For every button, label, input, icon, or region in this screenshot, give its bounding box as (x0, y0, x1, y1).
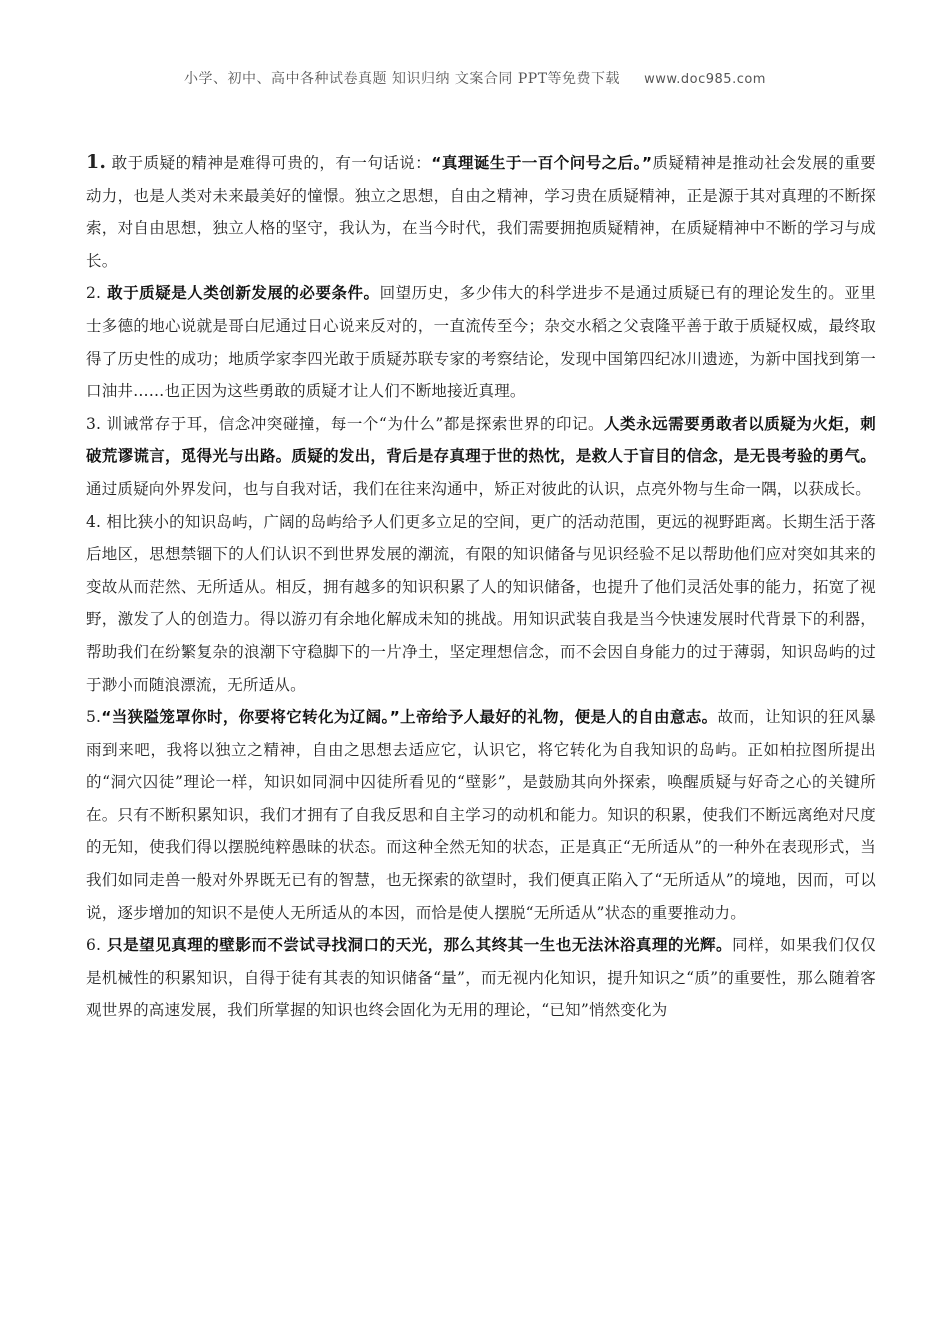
paragraph-emphasis: “真理诞生于一百个问号之后。” (431, 154, 653, 172)
paragraph-text: 敢于质疑的精神是难得可贵的，有一句话说： (106, 154, 432, 172)
paragraph-number: 2. (86, 284, 102, 303)
paragraph-number: 3. (86, 414, 102, 433)
paragraph-text: 通过质疑向外界发问，也与自我对话，我们在往来沟通中，矫正对彼此的认识，点亮外物与生命一隅，以获成长。 (86, 479, 872, 498)
paragraph-emphasis: 敢于质疑是人类创新发展的必要条件。 (101, 284, 380, 303)
article-body (86, 146, 876, 1027)
paragraph-text: 回望历史，多少伟大的科学进步不是通过质疑已有的理论发生的。亚里士多德的地心说就是哥白尼通过日心说来反对的，一直流传至今；杂交水稻之父袁隆平善于敢于质疑权威，最终取得了历史性的成功；地质学家李四光敢于质疑苏联专家的考察结论，发现中国第四纪冰川遗迹，为新中国找到第一口油井……也正因为这些勇敢的质疑才让人们不断地接近真理。 (86, 284, 877, 401)
paragraph-emphasis: “当狭隘笼罩你时，你要将它转化为辽阔。”上帝给予人最好的礼物，便是人的自由意志。 (101, 708, 718, 727)
paragraph-text: 故而，让知识的狂风暴雨到来吧，我将以独立之精神，自由之思想去适应它，认识它，将它转化为自我知识的岛屿。正如柏拉图所提出的“洞穴囚徒”理论一样，知识如同洞中囚徒所看见的“壁影”，是鼓励其向外探索，唤醒质疑与好奇之心的关键所在。只有不断积累知识，我们才拥有了自我反思和自主学习的动机和能力。知识的积累，使我们不断远离绝对尺度的无知，使我们得以摆脱纯粹愚昧的状态。而这种全然无知的状态，正是真正“无所适从”的一种外在表现形式，当我们如同走兽一般对外界既无已有的智慧，也无探索的欲望时，我们便真正陷入了“无所适从”的境地，因而，可以说，逐步增加的知识不是使人无所适从的本因，而恰是使人摆脱“无所适从”状态的重要推动力。 (86, 708, 876, 922)
paragraph-emphasis: 只是望见真理的壁影而不尝试寻找洞口的天光，那么其终其一生也无法沐浴真理的光辉。 (101, 936, 733, 955)
paragraph-number: 4. (86, 512, 102, 531)
header-site-link[interactable]: www.doc985.com (644, 72, 766, 87)
paragraph-4 (86, 506, 876, 702)
paragraph-text: 相比狭小的知识岛屿，广阔的岛屿给予人们更多立足的空间，更广的活动范围，更远的视野距离。长期生活于落后地区，思想禁锢下的人们认识不到世界发展的潮流，有限的知识储备与见识经验不足以帮助他们应对突如其来的变故从而茫然、无所适从。相反，拥有越多的知识积累了人的知识储备，也提升了他们灵活处事的能力，拓宽了视野，激发了人的创造力。得以游刃有余地化解成未知的挑战。用知识武装自我是当今快速发展时代背景下的利器，帮助我们在纷繁复杂的浪潮下守稳脚下的一片净土，坚定理想信念，而不会因自身能力的过于薄弱，知识岛屿的过于渺小而随浪漂流，无所适从。 (86, 512, 876, 694)
paragraph-3 (86, 408, 876, 506)
page-header (0, 68, 950, 88)
paragraph-6 (86, 929, 876, 1027)
paragraph-2 (86, 277, 876, 407)
paragraph-1 (86, 146, 876, 277)
paragraph-emphasis: 人类永远需要勇敢者以质疑为火炬，刺破荒谬谎言，觅得光与出路。质疑的发出，背后是存真理于世的热忱，是救人于盲目的信念，是无畏考验的勇气。 (86, 414, 876, 466)
header-text: 小学、初中、高中各种试卷真题 知识归纳 文案合同 PPT等免费下载 (184, 71, 621, 87)
paragraph-number: 6. (86, 936, 102, 955)
paragraph-text: 同样，如果我们仅仅是机械性的积累知识，自得于徒有其表的知识储备“量”，而无视内化知识，提升知识之“质”的重要性，那么随着客观世界的高速发展，我们所掌握的知识也终会固化为无用的理论，“已知”悄然变化为 (86, 936, 876, 1020)
paragraph-text: 质疑精神是推动社会发展的重要动力，也是人类对未来最美好的憧憬。独立之思想，自由之精神，学习贵在质疑精神，正是源于其对真理的不断探索，对自由思想，独立人格的坚守，我认为，在当今时代，我们需要拥抱质疑精神，在质疑精神中不断的学习与成长。 (86, 154, 876, 270)
paragraph-number: 1. (86, 151, 107, 173)
paragraph-5 (86, 701, 876, 929)
paragraph-text: 训诫常存于耳，信念冲突碰撞，每一个“为什么”都是探索世界的印记。 (101, 414, 605, 433)
paragraph-number: 5. (86, 708, 102, 727)
